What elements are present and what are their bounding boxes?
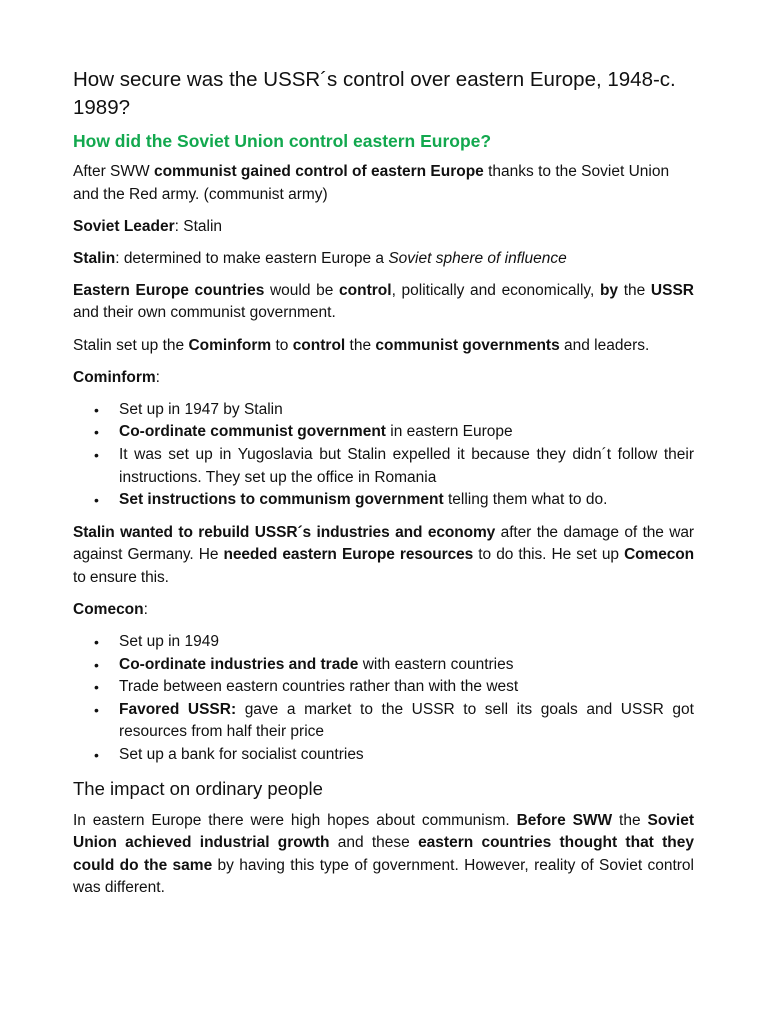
paragraph-eastern-europe: Eastern Europe countries would be control, politically and economically, by the USSR and their own communist government. (73, 281, 694, 322)
list-item: • Co-ordinate industries and trade with eastern countries (73, 654, 694, 677)
paragraph-soviet-leader: Soviet Leader: Stalin (73, 217, 223, 235)
list-item: • Co-ordinate communist government in eastern Europe (73, 421, 694, 444)
bullet-icon: • (94, 747, 99, 764)
section-heading-impact: The impact on ordinary people (73, 777, 323, 799)
paragraph-stalin: Stalin: determined to make eastern Europe a Soviet sphere of influence (73, 249, 567, 267)
bullet-icon: • (94, 401, 99, 418)
comecon-list (73, 631, 694, 767)
section-heading-soviet-control: How did the Soviet Union control eastern Europe? (73, 131, 492, 151)
list-item: • It was set up in Yugoslavia but Stalin expelled it because they didn´t follow their instructions. They set up the office in Romania (94, 445, 694, 486)
list-item: • Set up a bank for socialist countries (73, 744, 694, 767)
cominform-list (73, 399, 694, 512)
bullet-icon: • (94, 634, 99, 651)
bullet-icon: • (94, 679, 99, 696)
paragraph-impact: In eastern Europe there were high hopes about communism. Before SWW the Soviet Union achieved industrial growth and these eastern countries thought that they could do the same by having this type of government. However, reality of Soviet control was different. (73, 811, 694, 897)
list-item: • Trade between eastern countries rather than with the west (73, 676, 694, 699)
comecon-label: Comecon: (73, 601, 148, 618)
list-item: • Favored USSR: gave a market to the USSR to sell its goals and USSR got resources from half their price (94, 700, 694, 741)
list-item: • Set instructions to communism government telling them what to do. (73, 489, 694, 512)
page-title: How secure was the USSR´s control over eastern Europe, 1948-c. 1989? (73, 68, 676, 119)
paragraph-rebuild: Stalin wanted to rebuild USSR´s industries and economy after the damage of the war against Germany. He needed eastern Europe resources to do this. He set up Comecon to ensure this. (73, 523, 694, 586)
paragraph-cominform-setup: Stalin set up the Cominform to control the communist governments and leaders. (73, 336, 650, 354)
document-body (73, 66, 694, 910)
bullet-icon: • (94, 492, 99, 509)
bullet-icon: • (94, 656, 99, 673)
paragraph-after-sww: After SWW communist gained control of eastern Europe thanks to the Soviet Union and the Red army. (communist army) (73, 163, 670, 203)
bullet-icon: • (94, 701, 99, 718)
cominform-label: Cominform: (73, 368, 160, 386)
bullet-icon: • (94, 446, 99, 463)
bullet-icon: • (94, 424, 99, 441)
list-item: • Set up in 1949 (73, 631, 694, 654)
list-item: • Set up in 1947 by Stalin (73, 399, 694, 422)
